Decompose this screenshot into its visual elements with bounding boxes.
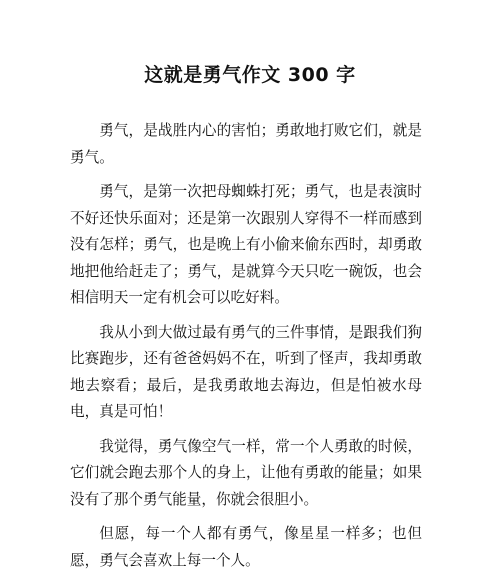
paragraph-2: 勇气，是第一次把母蜘蛛打死；勇气，也是表演时不好还快乐面对；还是第一次跟别人穿得不一样而感到没有怎样；勇气，也是晚上有小偷来偷东西时，却勇敢地把他给赶走了；勇气，是就算今天只吃一碗饭，也会相信明天一定有机会可以吃好料。 xyxy=(70,183,422,306)
document-title: 这就是勇气作文 300 字 xyxy=(144,64,356,86)
paragraph-5: 但愿，每一个人都有勇气，像星星一样多；也但愿，勇气会喜欢上每一个人。 xyxy=(70,525,422,569)
paragraph-4: 我觉得，勇气像空气一样，常一个人勇敢的时候，它们就会跑去那个人的身上，让他有勇敢的能量；如果没有了那个勇气能量，你就会很胆小。 xyxy=(70,437,422,508)
document-body xyxy=(70,118,422,582)
paragraph-3: 我从小到大做过最有勇气的三件事情，是跟我们狗比赛跑步，还有爸爸妈妈不在，听到了怪声，我却勇敢地去察看；最后，是我勇敢地去海边，但是怕被水母电，真是可怕！ xyxy=(70,323,422,420)
paragraph-1: 勇气，是战胜内心的害怕；勇敢地打败它们，就是勇气。 xyxy=(70,122,422,166)
